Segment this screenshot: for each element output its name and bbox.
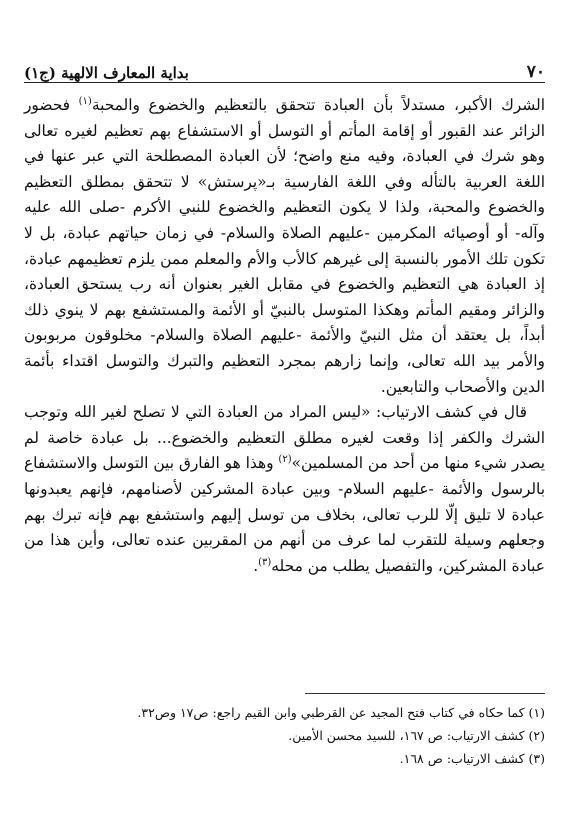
document-page <box>24 56 545 766</box>
paragraph-1 <box>24 93 545 400</box>
footnote-1: (١) كما حكاه في كتاب فتح المجيد عن القرطبي وابن القيم راجع: ص١٧ وص٣٢. <box>137 705 545 720</box>
footnote-ref-2: (٢) <box>278 454 292 466</box>
paragraph-2-text-c: . <box>253 556 259 575</box>
footnote-ref-1: (١) <box>78 95 92 107</box>
paragraph-2-text-b: وهذا هو الفارق بين التوسل والاستشفاع بالرسول والأئمة -عليهم السلام- وبين عبادة المشركين لأصنامهم، فإنهم يعبدونها عبادة لا تليق إلّا للرب تعالى، بخلاف من توسل إليهم واستشفع بهم فإنه تبرك بهم وجعلهم وسيلة للتقرب لما عرف من أنهم من المقربين عنده تعالى، وأين هذا من عبادة المشركين، والتفصيل يطلب من محله <box>24 454 545 575</box>
footnotes <box>24 701 545 770</box>
paragraph-1-text-b: فحضور الزائر عند القبور أو إقامة المأتم أو التوسل أو الاستشفاع بهم تعظيم لغيره تعالى وهو شرك في العبادة، وفيه منع واضح؛ لأن العبادة المصطلحة التي عبر عنها في اللغة العربية بالتأله وفي اللغة الفارسية بـ«پرستش» لا تتحقق بمطلق التعظيم والخضوع والمحبة، ولذا لا يكون التعظيم والخضوع للنبي الأكرم -صلى الله عليه وآله- أو أوصيائه المكرمين -عليهم الصلاة والسلام- في زمان حياتهم عبادة، بل لا تكون تلك الأمور بالنسبة إلى غيرهم كالأب والأم والمعلم ممن يلزم تعظيمهم عبادة، إذ العبادة هي التعظيم والخضوع في مقابل الغير بعنوان أنه رب يستحق العبادة، والزائر ومقيم المأتم وهكذا المتوسل بالنبيّ أو الأئمة والمستشفع بهم لا ينوي ذلك أبداً، بل يعتقد أن مثل النبيّ والأئمة -عليهم الصلاة والسلام- مخلوقون مربوبون والأمر بيد الله تعالى، وإنما زارهم بمجرد التعظيم والتبرك والتوسل اقتداء بأئمة الدين والأصحاب والتابعين. <box>24 96 545 396</box>
running-title: بداية المعارف الالهية (ج١) <box>24 64 189 82</box>
page-number: ٧٠ <box>526 62 545 82</box>
body-text <box>24 93 545 579</box>
paragraph-1-text-a: الشرك الأكبر، مستدلاً بأن العبادة تتحقق بالتعظيم والخضوع والمحبة <box>91 96 545 114</box>
footnote-2: (٢) كشف الارتياب: ص ١٦٧، للسيد محسن الأمين. <box>288 728 545 743</box>
paragraph-2 <box>24 400 545 579</box>
footnote-ref-3: (٣) <box>258 556 272 568</box>
paragraph-2-text-a: قال في كشف الارتياب: «ليس المراد من العبادة التي لا تصلح لغير الله وتوجب الشرك والكفر إذا وقعت لغيره مطلق التعظيم والخضوع... بل عبادة خاصة لم يصدر شيء منها من أحد من المسلمين» <box>24 403 545 473</box>
footnote-3: (٣) كشف الارتياب: ص ١٦٨. <box>399 751 545 766</box>
page-header <box>24 56 545 83</box>
footnote-divider <box>305 693 545 694</box>
